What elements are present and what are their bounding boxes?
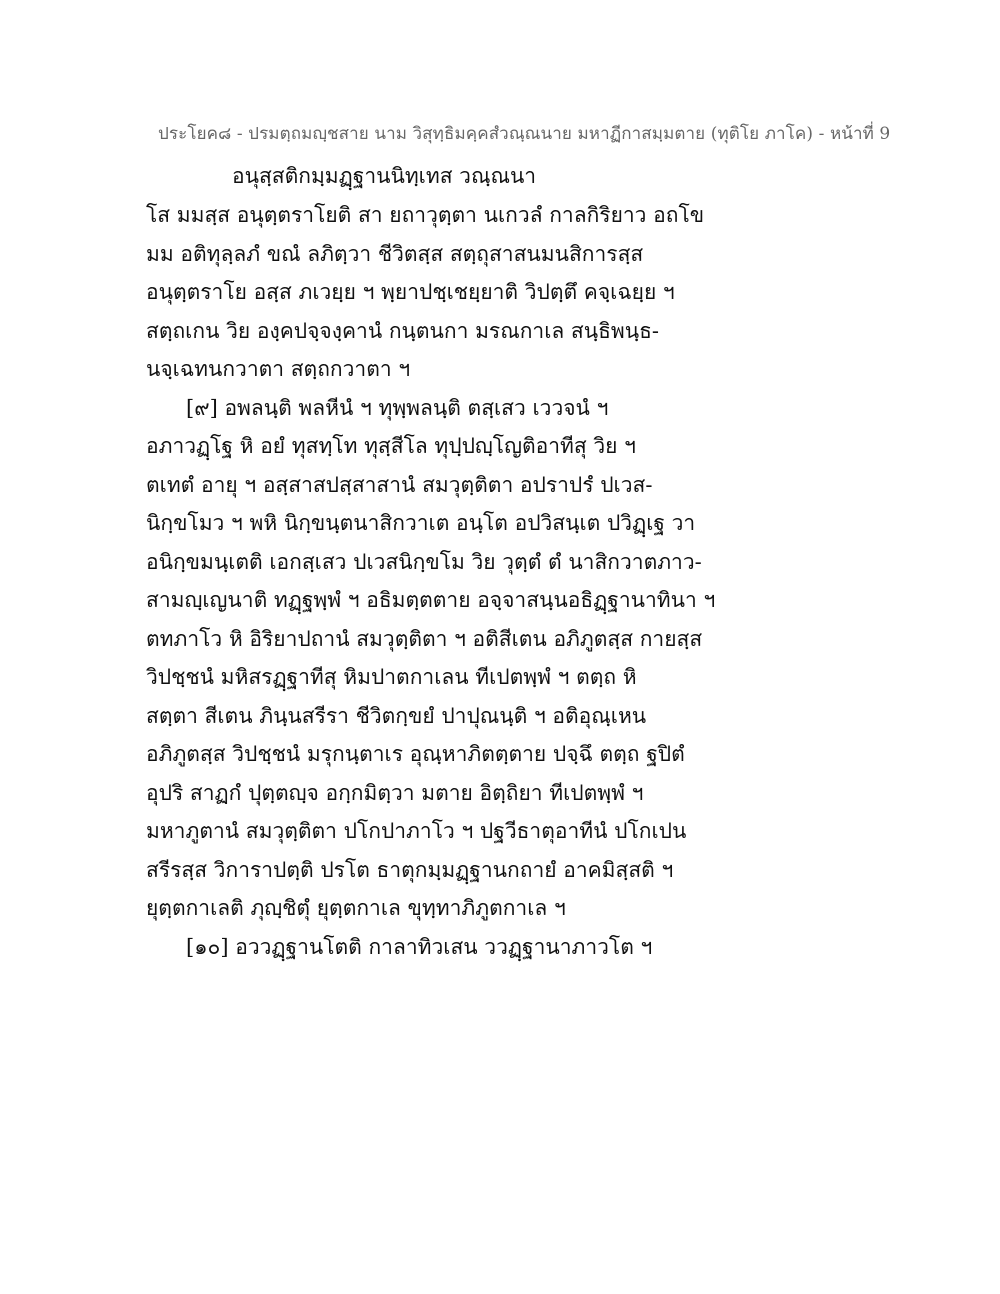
text-line: มหาภูตานํ สมวุตฺติตา ปโกปาภาโว ฯ ปฐวีธาตุอาทีนํ ปโกเปน	[146, 819, 687, 843]
text-line: นจฺเฉทนกวาตา สตฺถกวาตา ฯ	[146, 357, 411, 381]
text-line: ตทภาโว หิ อิริยาปถานํ สมวุตฺติตา ฯ อติสีเตน อภิภูตสฺส กายสฺส	[146, 626, 703, 651]
text-line: วิปชฺชนํ มหิสรฏฺฐาทีสุ หิมปาตกาเลน ทีเปตพฺพํ ฯ ตตฺถ หิ	[146, 665, 637, 689]
text-line: สามญฺเญนาติ ทฏฺฐพฺพํ ฯ อธิมตฺตตาย อจฺจาสนฺนอธิฏฺฐานาทินา ฯ	[146, 588, 716, 612]
text-line: โส มมสฺส อนุตฺตราโยติ สา ยถาวุตฺตา นเกวลํ กาลกิริยาว อถโข	[146, 203, 705, 227]
text-line: อภาวฏฺโฐ หิ อยํ ทุสทฺโท ทุสฺสีโล ทุปฺปญฺโญติอาทีสุ วิย ฯ	[146, 434, 636, 458]
text-line: อนุตฺตราโย อสฺส ภเวยฺย ฯ พฺยาปชฺเชยฺยาติ วิปตฺตึ คจฺเฉยฺย ฯ	[146, 280, 675, 304]
text-line: นิกฺขโมว ฯ พหิ นิกฺขนฺตนาสิกวาเต อนฺโต อปวิสนฺเต ปวิฏฺเฐ วา	[146, 511, 696, 535]
text-line: อนิกฺขมนฺเตติ เอกสฺเสว ปเวสนิกฺขโม วิย วุตฺตํ ตํ นาสิกวาตภาว-	[146, 549, 702, 574]
body-text	[146, 196, 716, 966]
text-line: สตฺตา สีเตน ภินฺนสรีรา ชีวิตกฺขยํ ปาปุณนฺติ ฯ อติอุณฺเหน	[146, 703, 647, 728]
text-line: สรีรสฺส วิการาปตฺติ ปรโต ธาตุกมฺมฏฺฐานกถายํ อาคมิสฺสติ ฯ	[146, 857, 674, 882]
text-line: ตเทตํ อายุ ฯ อสฺสาสปสฺสาสานํ สมวุตฺติตา อปราปรํ ปเวส-	[146, 472, 653, 497]
section-heading: อนุสฺสติกมฺมฏฺฐานนิทฺเทส วณฺณนา	[232, 164, 537, 188]
text-line: ยุตฺตกาเลติ ภุญฺชิตุํ ยุตฺตกาเล ขุทฺทาภิภูตกาเล ฯ	[146, 896, 566, 920]
paragraph-start-line: [๑๐] อววฏฺฐานโตติ กาลาทิวเสน ววฏฺฐานาภาวโต ฯ	[186, 934, 653, 959]
running-header: ประโยค๘ - ปรมตฺถมญฺชสาย นาม วิสุทฺธิมคฺคสํวณฺณนาย มหาฏีกาสมฺมตาย (ทุติโย ภาโค) - หน้าที่ 9	[158, 124, 891, 144]
text-line: มม อติทุลฺลภํ ขณํ ลภิตฺวา ชีวิตสฺส สตฺถุสาสนมนสิการสฺส	[146, 241, 644, 266]
text-line: อุปริ สาฏกํ ปุตฺตญฺจ อกฺกมิตฺวา มตาย อิตฺถิยา ทีเปตพฺพํ ฯ	[146, 780, 644, 805]
text-line: อภิภูตสฺส วิปชฺชนํ มรุกนฺตาเร อุณฺหาภิตตฺตาย ปจฺฉึ ตตฺถ ฐปิตํ	[146, 742, 685, 766]
paragraph-start-line: [๙] อพลนฺติ พลหีนํ ฯ ทุพฺพลนฺติ ตสฺเสว เววจนํ ฯ	[186, 395, 609, 420]
text-line: สตฺถเกน วิย องฺคปจฺจงฺคานํ กนฺตนกา มรณกาเล สนฺธิพนฺธ-	[146, 318, 660, 343]
